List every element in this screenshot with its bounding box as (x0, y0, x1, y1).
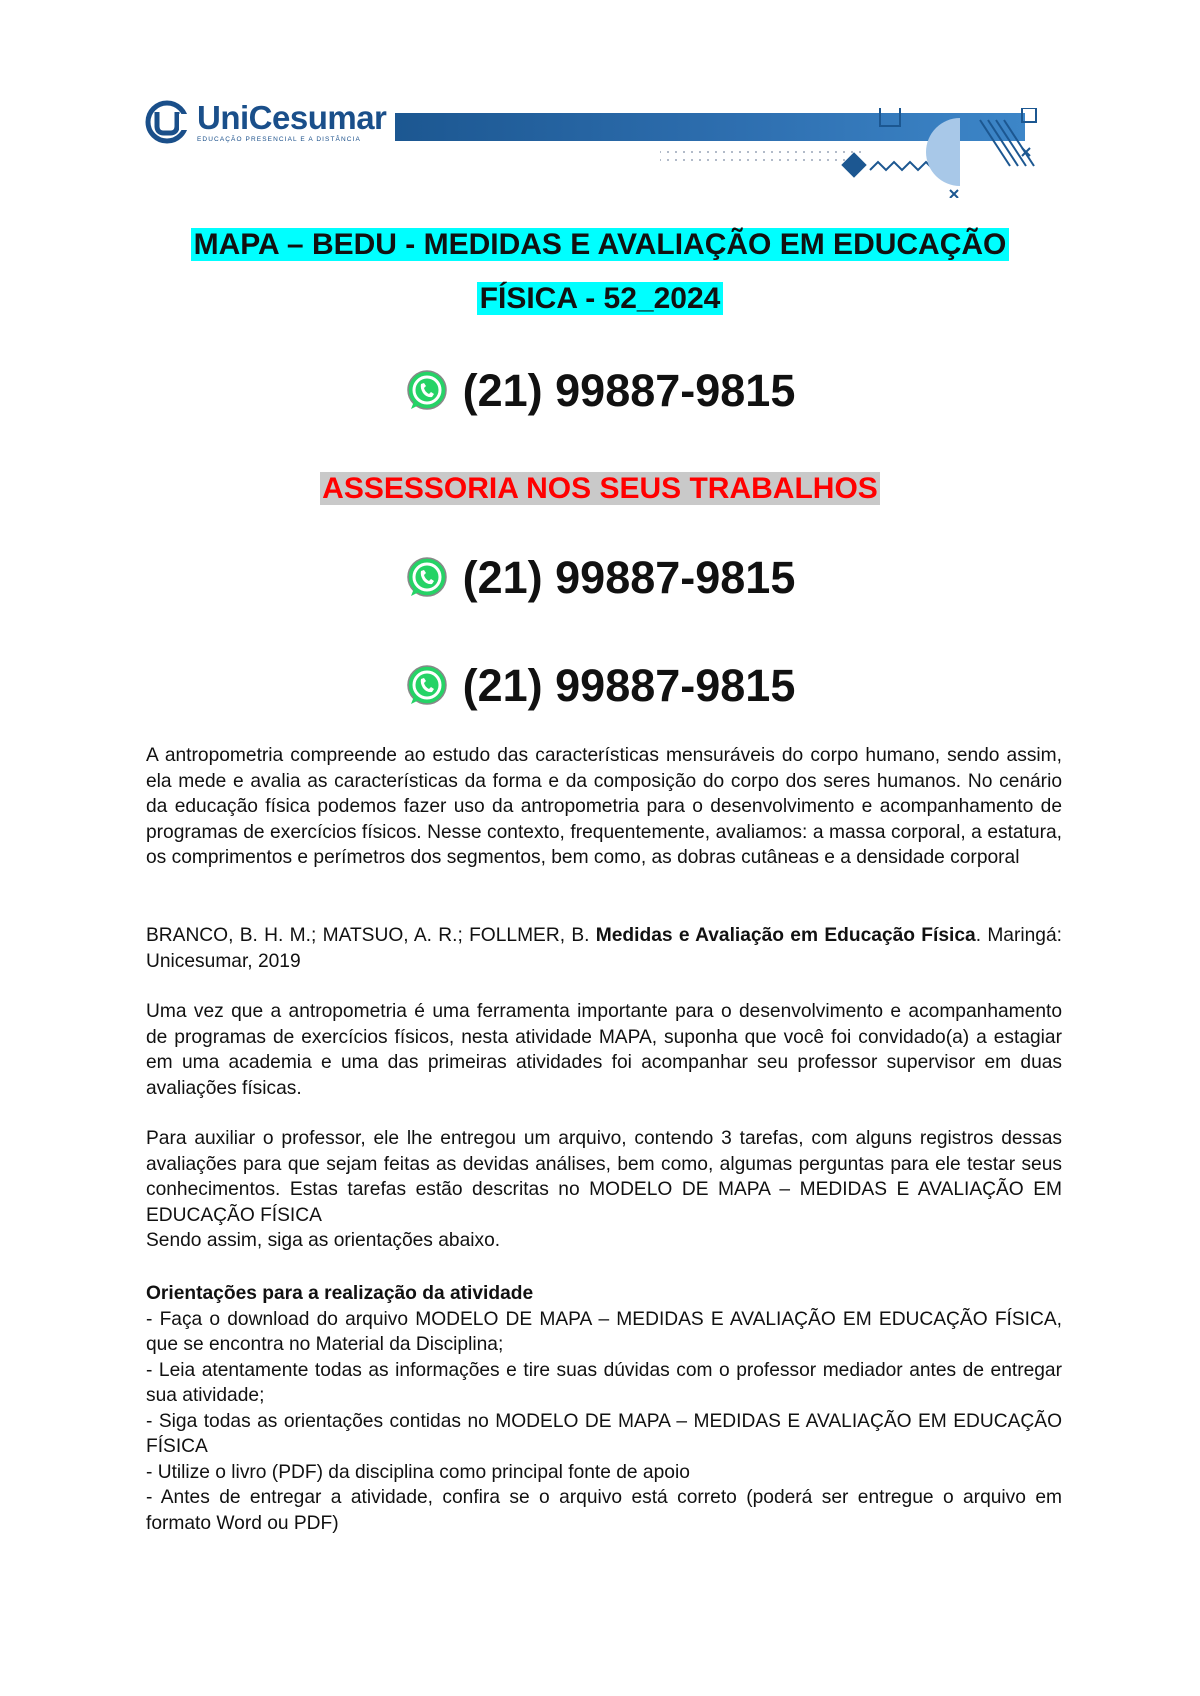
header-decoration (660, 108, 1080, 198)
whatsapp-icon (405, 664, 449, 708)
phone-contact-2 (0, 552, 1200, 604)
document-header (0, 0, 1200, 210)
reference-paragraph (146, 923, 1062, 974)
unicesumar-logo-icon (145, 100, 189, 144)
whatsapp-icon (405, 556, 449, 600)
phone-number-2: (21) 99887-9815 (462, 552, 796, 603)
assessoria-text: ASSESSORIA NOS SEUS TRABALHOS (322, 472, 878, 505)
task-text: Para auxiliar o professor, ele lhe entregou um arquivo, contendo 3 tarefas, com alguns registros dessas avaliações para que sejam feitas as devidas análises, bem como, algumas perguntas para ele testar seus conhecimentos. Estas tarefas estão descritas no MODELO DE MAPA – MEDIDAS E AVALIAÇÃO EM EDUCAÇÃO FÍSICA (146, 1128, 1062, 1226)
intro-paragraph (146, 743, 1062, 871)
guidelines-section (146, 1281, 1062, 1536)
guidelines-title: Orientações para a realização da atividade (146, 1283, 534, 1304)
task-paragraph (146, 1126, 1062, 1254)
brand-tagline: EDUCAÇÃO PRESENCIAL E A DISTÂNCIA (197, 136, 361, 143)
reference-authors: BRANCO, B. H. M.; MATSUO, A. R.; FOLLMER, B. (146, 925, 596, 946)
title-line1: MAPA – BEDU - MEDIDAS E AVALIAÇÃO EM EDUCAÇÃO (191, 228, 1010, 261)
context-text: Uma vez que a antropometria é uma ferramenta importante para o desenvolvimento e acompanhamento de programas de exercícios físicos, nesta atividade MAPA, suponha que você foi convidado(a) a estagiar em uma academia e uma das primeiras atividades foi acompanhar seu professor supervisor em duas avaliações físicas. (146, 1001, 1062, 1099)
task-followup: Sendo assim, siga as orientações abaixo. (146, 1230, 501, 1251)
phone-number-3: (21) 99887-9815 (462, 660, 796, 711)
guideline-item: - Faça o download do arquivo MODELO DE MAPA – MEDIDAS E AVALIAÇÃO EM EDUCAÇÃO FÍSICA, que se encontra no Material da Disciplina; (146, 1308, 1062, 1355)
reference-title: Medidas e Avaliação em Educação Física (595, 925, 976, 946)
guideline-item: - Antes de entregar a atividade, confira se o arquivo está correto (poderá ser entregue o arquivo em formato Word ou PDF) (146, 1487, 1062, 1534)
context-paragraph (146, 999, 1062, 1101)
reference-rest: . Maringá: Unicesumar, 2019 (146, 925, 1062, 972)
document-title-line1 (0, 226, 1200, 264)
phone-number-1: (21) 99887-9815 (462, 365, 796, 416)
guideline-item: - Siga todas as orientações contidas no MODELO DE MAPA – MEDIDAS E AVALIAÇÃO EM EDUCAÇÃO FÍSICA (146, 1410, 1062, 1457)
brand-name: UniCesumar (197, 99, 387, 136)
reference (146, 923, 1062, 974)
document-title-line2 (0, 280, 1200, 318)
unicesumar-logo (145, 100, 386, 144)
guideline-item: - Utilize o livro (PDF) da disciplina como principal fonte de apoio (146, 1461, 690, 1483)
phone-contact-1 (0, 365, 1200, 417)
intro-text: A antropometria compreende ao estudo das características mensuráveis do corpo humano, sendo assim, ela mede e avalia as características da forma e da composição do corpo dos seres humanos. No cenário da educação física podemos fazer uso da antropometria para o desenvolvimento e acompanhamento de programas de exercícios físicos. Nesse contexto, frequentemente, avaliamos: a massa corporal, a estatura, os comprimentos e perímetros dos segmentos, bem como, as dobras cutâneas e a densidade corporal (146, 745, 1062, 868)
guideline-item: - Leia atentamente todas as informações e tire suas dúvidas com o professor mediador antes de entregar sua atividade; (146, 1359, 1062, 1406)
assessoria-heading (0, 470, 1200, 508)
phone-contact-3 (0, 660, 1200, 712)
whatsapp-icon (405, 369, 449, 413)
title-line2: FÍSICA - 52_2024 (477, 282, 724, 315)
